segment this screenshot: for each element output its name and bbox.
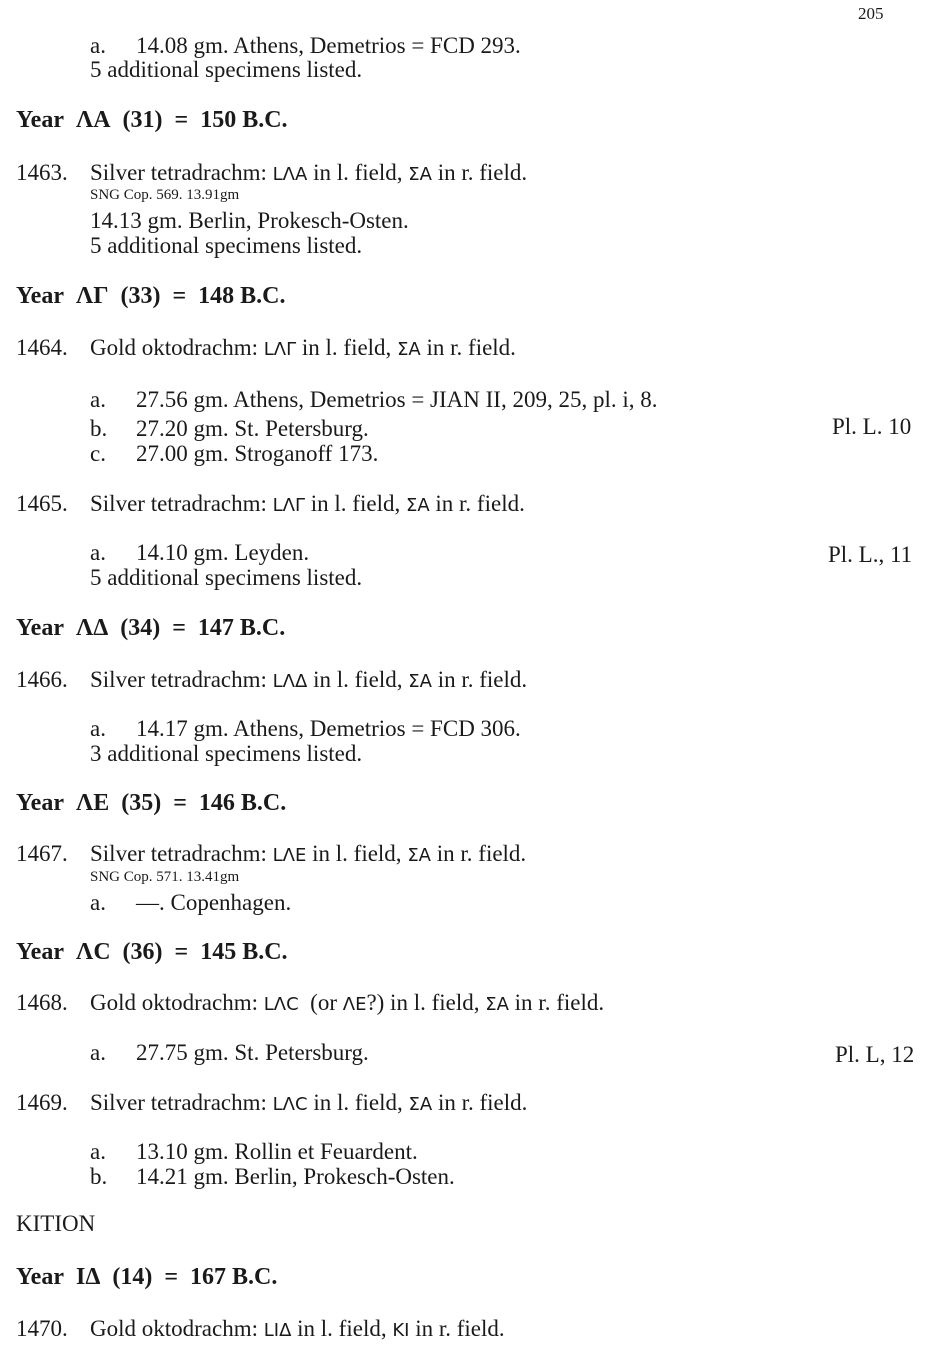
entry-1469: 1469. Silver tetradrachm: LΛϹ in l. field, ΣΑ in r. field. <box>16 1090 528 1115</box>
specimen-line: a. 13.10 gm. Rollin et Feuardent. <box>90 1139 418 1164</box>
specimen-line: a. 27.56 gm. Athens, Demetrios = JIAN II, 209, 25, pl. i, 8. <box>90 387 658 412</box>
entry-1463: 1463. Silver tetradrachm: LΛΑ in l. field, ΣΑ in r. field. <box>16 160 528 185</box>
additional-specimens: 5 additional specimens listed. <box>90 57 363 82</box>
entry-1465: 1465. Silver tetradrachm: LΛΓ in l. field, ΣΑ in r. field. <box>16 491 525 516</box>
reference-line: SNG Cop. 571. 13.41gm <box>90 869 240 885</box>
specimen-line: 14.13 gm. Berlin, Prokesch-Osten. <box>90 208 409 233</box>
year-heading-31: Year ΛΑ (31) = 150 B.C. <box>16 107 288 133</box>
plate-reference: Pl. L., 11 <box>828 542 913 567</box>
specimen-line: a. 27.75 gm. St. Petersburg. <box>90 1040 369 1065</box>
specimen-line: a. 14.17 gm. Athens, Demetrios = FCD 306. <box>90 716 521 741</box>
plate-reference: Pl. L. 10 <box>832 414 912 439</box>
year-heading-14: Year IΔ (14) = 167 B.C. <box>16 1264 278 1290</box>
entry-1470: 1470. Gold oktodrachm: LIΔ in l. field, KI in r. field. <box>16 1316 505 1341</box>
additional-specimens: 5 additional specimens listed. <box>90 565 363 590</box>
reference-line: SNG Cop. 569. 13.91gm <box>90 187 240 203</box>
page-number: 205 <box>858 4 884 23</box>
specimen-line: a. 14.10 gm. Leyden. <box>90 540 310 565</box>
year-heading-33: Year ΛΓ (33) = 148 B.C. <box>16 283 286 309</box>
specimen-line: a. 14.08 gm. Athens, Demetrios = FCD 293. <box>90 33 521 58</box>
specimen-line: b. 27.20 gm. St. Petersburg. <box>90 416 369 441</box>
specimen-line: c. 27.00 gm. Stroganoff 173. <box>90 441 379 466</box>
plate-reference: Pl. L, 12 <box>835 1042 915 1067</box>
additional-specimens: 5 additional specimens listed. <box>90 233 363 258</box>
entry-1464: 1464. Gold oktodrachm: LΛΓ in l. field, ΣΑ in r. field. <box>16 335 516 360</box>
entry-1468: 1468. Gold oktodrachm: LΛϹ (or ΛE?) in l. field, ΣΑ in r. field. <box>16 990 605 1015</box>
year-heading-36: Year ΛϹ (36) = 145 B.C. <box>16 939 288 965</box>
year-heading-35: Year ΛE (35) = 146 B.C. <box>16 790 287 816</box>
entry-1466: 1466. Silver tetradrachm: LΛΔ in l. field, ΣΑ in r. field. <box>16 667 528 692</box>
entry-1467: 1467. Silver tetradrachm: LΛE in l. field, ΣΑ in r. field. <box>16 841 527 866</box>
specimen-line: b. 14.21 gm. Berlin, Prokesch-Osten. <box>90 1164 455 1189</box>
year-heading-34: Year ΛΔ (34) = 147 B.C. <box>16 615 286 641</box>
section-heading-kition: KITION <box>16 1211 96 1236</box>
specimen-line: a. —. Copenhagen. <box>90 890 292 915</box>
additional-specimens: 3 additional specimens listed. <box>90 741 363 766</box>
